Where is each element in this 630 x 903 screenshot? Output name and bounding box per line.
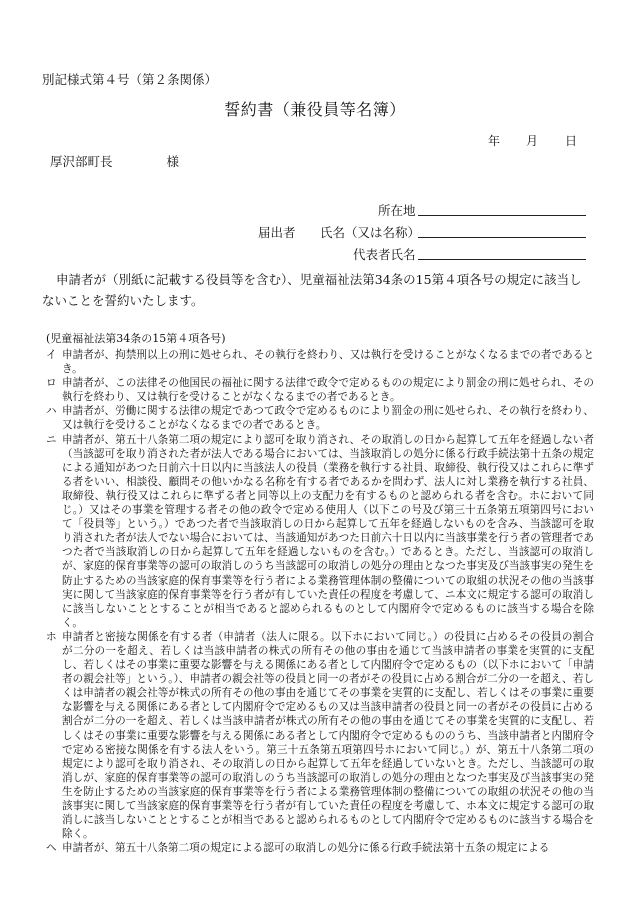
item-mark: ヘ xyxy=(46,842,57,855)
item-text: 申請者が、この法律その他国民の福祉に関する法律で政令で定めるものの規定により罰金の刑に処せられ、その執行を終わり、又は執行を受けることがなくなるまでの者であるとき。 xyxy=(62,377,594,404)
item-mark: ハ xyxy=(46,405,57,418)
item-mark: ホ xyxy=(46,630,57,643)
list-item xyxy=(46,630,594,841)
submitter-heading: 届出者 xyxy=(258,225,296,240)
addressee xyxy=(50,152,179,170)
date-year: 年 xyxy=(488,134,501,148)
document-title: 誓約書（兼役員等名簿） xyxy=(224,100,406,119)
list-item xyxy=(46,376,594,404)
item-text: 申請者が、労働に関する法律の規定であつて政令で定めるものにより罰金の刑に処せられ、その執行を終わり、又は執行を受けることがなくなるまでの者であるとき。 xyxy=(62,405,594,432)
name-line[interactable] xyxy=(418,237,586,238)
list-item xyxy=(46,433,594,630)
item-text: 申請者が、第五十八条第二項の規定による認可の取消しの処分に係る行政手続法第十五条の規定による xyxy=(62,842,550,855)
law-items-list xyxy=(46,348,594,855)
address-label: 所在地 xyxy=(378,203,416,218)
representative-line[interactable] xyxy=(418,259,586,260)
name-label: 氏名（又は名称） xyxy=(320,225,421,240)
item-text: 申請者と密接な関係を有する者（申請者（法人に限る。以下ホにおいて同じ。）の役員に占めるその役員の割合が二分の一を超え、若しくは当該申請者の株式の所有その他の事由を通じて当該申請者の事業を実質的に支配し、若しくはその事業に重要な影響を与える関係にある者として内閣府令で定めるもの（以下ホにおいて「申請者の親会社等」という。）、申請者の親会社等の役員と同一の者がその役員に占める割合が二分の一を超え、若しくは申請者の親会社等が株式の所有その他の事由を通じてその事業を実質的に支配し、若しくはその事業に重要な影響を与える関係にある者として内閣府令で定めるもの又は当該申請者の役員と同一の者がその役員に占める割合が二分の一を超え、若しくは当該申請者が株式の所有その他の事由を通じてその事業を実質的に支配し、若しくはその事業に重要な影響を与える関係にある者として内閣府令で定めるもののうち、当該申請者と内閣府令で定める密接な関係を有する法人をいう。第三十五条第五項第四号ホにおいて同じ。）が、第五十八条第二項の規定により認可を取り消され、その取消しの日から起算して五年を経過していないとき。ただし、当該認可の取消しが、家庭的保育事業等の認可の取消しのうち当該認可の取消しの処分の理由となつた事実及び当該事実の発生を防止するための当該家庭的保育事業等を行う者による業務管理体制の整備についての取組の状況その他の当該事実に関して当該家庭的保育事業等を行う者が有していた責任の程度を考慮して、ホ本文に規定する認可の取消しに該当しないこととすることが相当であると認められるものとして内閣府令で定めるものに該当する場合を除く。 xyxy=(62,630,594,841)
item-mark: ロ xyxy=(46,377,57,390)
declaration-text: 申請者が（別紙に記載する役員等を含む）、児童福祉法第34条の15第４項各号の規定に該当しないことを誓約いたします。 xyxy=(42,272,582,308)
date-month: 月 xyxy=(526,134,539,148)
representative-label: 代表者氏名 xyxy=(353,247,416,262)
addressee-name: 厚沢部町長 xyxy=(50,154,113,169)
item-mark: ニ xyxy=(46,433,57,446)
list-item xyxy=(46,404,594,432)
list-item xyxy=(46,348,594,376)
date-day: 日 xyxy=(565,134,578,148)
form-label: 別記様式第４号（第２条関係） xyxy=(42,72,218,87)
item-text: 申請者が、第五十八条第二項の規定により認可を取り消され、その取消しの日から起算して五年を経過しない者（当該認可を取り消された者が法人である場合においては、当該取消しの処分に係る行政手続法第十五条の規定による通知があつた日前六十日以内に当該法人の役員（業務を執行する社員、取締役、執行役又はこれらに準ずる者をいい、相談役、顧問その他いかなる名称を有する者であるかを問わず、法人に対し業務を執行する社員、取締役、執行役又はこれらに準ずる者と同等以上の支配力を有するものと認められる者を含む。ホにおいて同じ。）又はその事業を管理する者その他の政令で定める使用人（以下この号及び第三十五条第五項第四号において「役員等」という。）であつた者で当該取消しの日から起算して五年を経過しないものを含み、当該認可を取り消された者が法人でない場合においては、当該通知があつた日前六十日以内に当該事業を行う者の管理者であつた者で当該取消しの日から起算して五年を経過しないものを含む。）であるとき。ただし、当該認可の取消しが、家庭的保育事業等の認可の取消しのうち当該認可の取消しの処分の理由となつた事実及び当該事実の発生を防止するための当該家庭的保育事業等を行う者による業務管理体制の整備についての取組の状況その他の当該事実に関して当該家庭的保育事業等を行う者が有していた責任の程度を考慮して、ニ本文に規定する認可の取消しに該当しないこととすることが相当であると認められるものとして内閣府令で定めるものに該当する場合を除く。 xyxy=(62,433,594,629)
item-text: 申請者が、拘禁刑以上の刑に処せられ、その執行を終わり、又は執行を受けることがなくなるまでの者であるとき。 xyxy=(62,349,594,376)
address-line[interactable] xyxy=(418,215,586,216)
law-heading: (児童福祉法第34条の15第４項各号) xyxy=(46,332,226,345)
addressee-honorific: 様 xyxy=(166,154,179,169)
list-item xyxy=(46,841,594,855)
item-mark: イ xyxy=(46,349,57,361)
